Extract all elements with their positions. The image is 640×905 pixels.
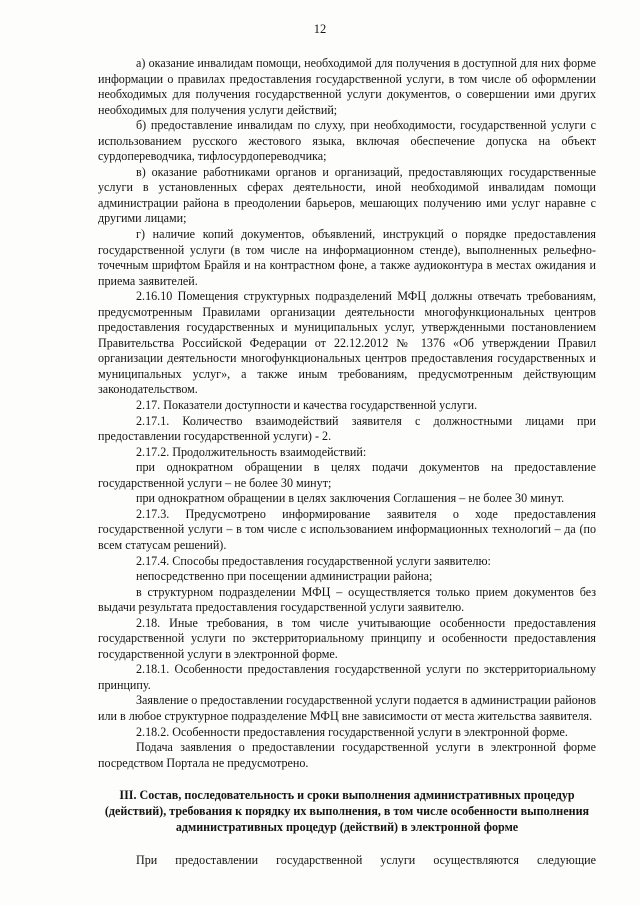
paragraph-2-17: 2.17. Показатели доступности и качества государственной услуги. xyxy=(136,398,478,413)
paragraph-2-17-4: 2.17.4. Способы предоставления государственной услуги заявителю: xyxy=(136,553,491,568)
paragraph-item-b: б) предоставление инвалидам по слуху, при необходимости, государственной услуги с использованием русского жестового языка, включая обеспечение допуска на объект сурдопереводчика, тифлосурдопереводчика; xyxy=(98,118,596,164)
paragraph-2-18: 2.18. Иные требования, в том числе учитывающие особенности предоставления государственной услуги по экстерриториальному принципу и особенности предоставления государственной услуги в электронной форме. xyxy=(98,615,596,661)
paragraph-2-17-1: 2.17.1. Количество взаимодействий заявителя с должностными лицами при предоставлении государственной услуги) - 2. xyxy=(98,413,596,444)
paragraph-2-18-1-text: Заявление о предоставлении государственной услуги подается в администрации районов или в любое структурное подразделение МФЦ вне зависимости от места жительства заявителя. xyxy=(98,693,596,723)
body-text xyxy=(98,56,596,771)
paragraph-item-v: в) оказание работниками органов и организаций, предоставляющих государственные услуги в установленных сферах деятельности, иной необходимой инвалидам помощи администрации района в преодолении барьеров, мешающих получению ими услуг наравне с другими лицами; xyxy=(98,164,596,226)
paragraph-2-17-4-a: непосредственно при посещении администрации района; xyxy=(136,569,433,584)
paragraph-2-18-2: 2.18.2. Особенности предоставления государственной услуги в электронной форме. xyxy=(136,724,568,739)
paragraph-item-g: г) наличие копий документов, объявлений, инструкций о порядке предоставления государственной услуги (в том числе на информационном стенде), выполненных рельефно-точечным шрифтом Брайля и на контрастном фоне, а также аудиоконтура в местах ожидания и приема заявителей. xyxy=(98,227,596,288)
section-heading: III. Состав, последовательность и сроки выполнения административных процедур (действий), требования к порядку их выполнения, в том числе особенности выполнения административных процедур (действий) в электронной форме xyxy=(104,788,590,834)
paragraph-2-18-1: 2.18.1. Особенности предоставления государственной услуги по экстерриториальному принципу. xyxy=(98,662,596,692)
paragraph-2-17-4-b: в структурном подразделении МФЦ – осуществляется только прием документов без выдачи результата предоставления государственной услуги заявителю. xyxy=(98,584,596,615)
paragraph-2-17-2-b: при однократном обращении в целях заключения Соглашения – не более 30 минут. xyxy=(136,491,565,506)
page-number: 12 xyxy=(313,22,327,36)
paragraph-2-16-10: 2.16.10 Помещения структурных подразделений МФЦ должны отвечать требованиям, предусмотренным Правилами организации деятельности многофункциональных центров предоставления государственных и муниципальных услуг, утвержденными постановлением Правительства Российской Федерации от 22.12.2012 № 1376 «Об утверждении Правил организации деятельности многофункциональных центров предоставления государственных и муниципальных услуг», а также иным требованиям, предусмотренным действующим законодательством. xyxy=(98,289,596,397)
paragraph-2-17-3: 2.17.3. Предусмотрено информирование заявителя о ходе предоставления государственной услуги – в том числе с использованием информационных технологий – да (по всем статусам решений). xyxy=(98,506,596,552)
paragraph-2-17-2-a: при однократном обращении в целях подачи документов на предоставление государственной услуги – не более 30 минут; xyxy=(98,460,596,490)
paragraph-2-18-2-text: Подача заявления о предоставлении государственной услуги в электронной форме посредством Портала не предусмотрено. xyxy=(98,740,596,770)
paragraph-item-a: а) оказание инвалидам помощи, необходимой для получения в доступной для них форме информации о правилах предоставления государственной услуги, в том числе об оформлении необходимых для получения государственной услуги документов, о совершении ими других необходимых для получения услуги действий; xyxy=(98,56,596,117)
closing-paragraph: При предоставлении государственной услуги осуществляются следующие xyxy=(136,853,596,867)
paragraph-2-17-2: 2.17.2. Продолжительность взаимодействий: xyxy=(136,444,367,459)
